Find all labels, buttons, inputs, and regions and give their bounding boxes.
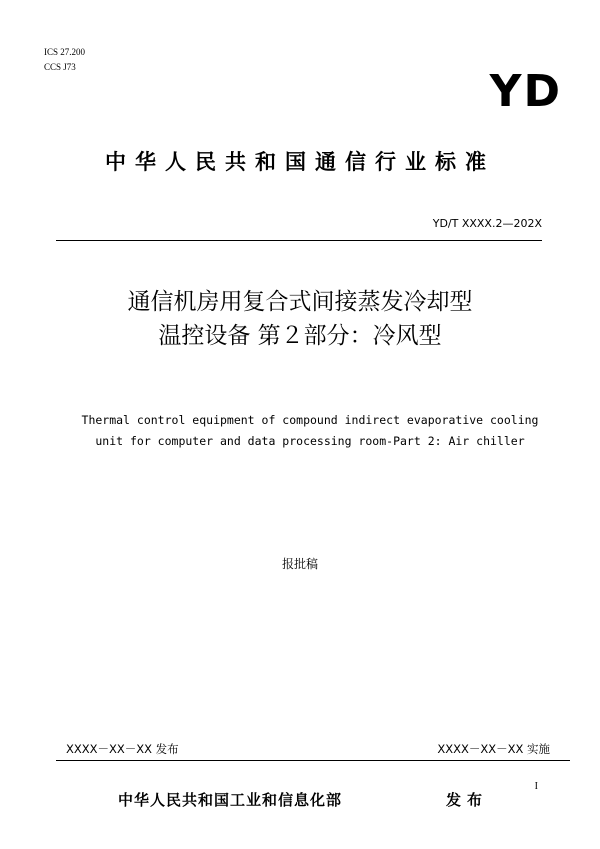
- standard-number: YD/T XXXX.2—202X: [432, 217, 542, 230]
- title-cn-line-1: 通信机房用复合式间接蒸发冷却型: [127, 289, 473, 315]
- ics-code: ICS 27.200: [44, 47, 86, 57]
- standard-category-title: 中华人民共和国通信行业标准: [105, 150, 495, 174]
- document-title-en: Thermal control equipment of compound indirect evaporative cooling unit for computer and data processing room-Part 2: Air chiller: [81, 413, 539, 448]
- header-divider: [56, 240, 542, 241]
- ccs-code: CCS J73: [44, 62, 76, 72]
- publish-label: 发布: [446, 791, 489, 809]
- page-number: I: [534, 781, 538, 792]
- publisher-name: 中华人民共和国工业和信息化部: [118, 791, 343, 809]
- document-title-cn: [0, 285, 600, 353]
- title-cn-line-2: 温控设备 第２部分：冷风型: [158, 323, 442, 349]
- yd-logo: YD: [489, 66, 562, 117]
- implementation-date: XXXX－XX－XX 实施: [437, 742, 550, 756]
- issue-date: XXXX－XX－XX 发布: [66, 742, 179, 756]
- draft-stage-label: 报批稿: [281, 557, 318, 571]
- footer-divider: [56, 760, 570, 761]
